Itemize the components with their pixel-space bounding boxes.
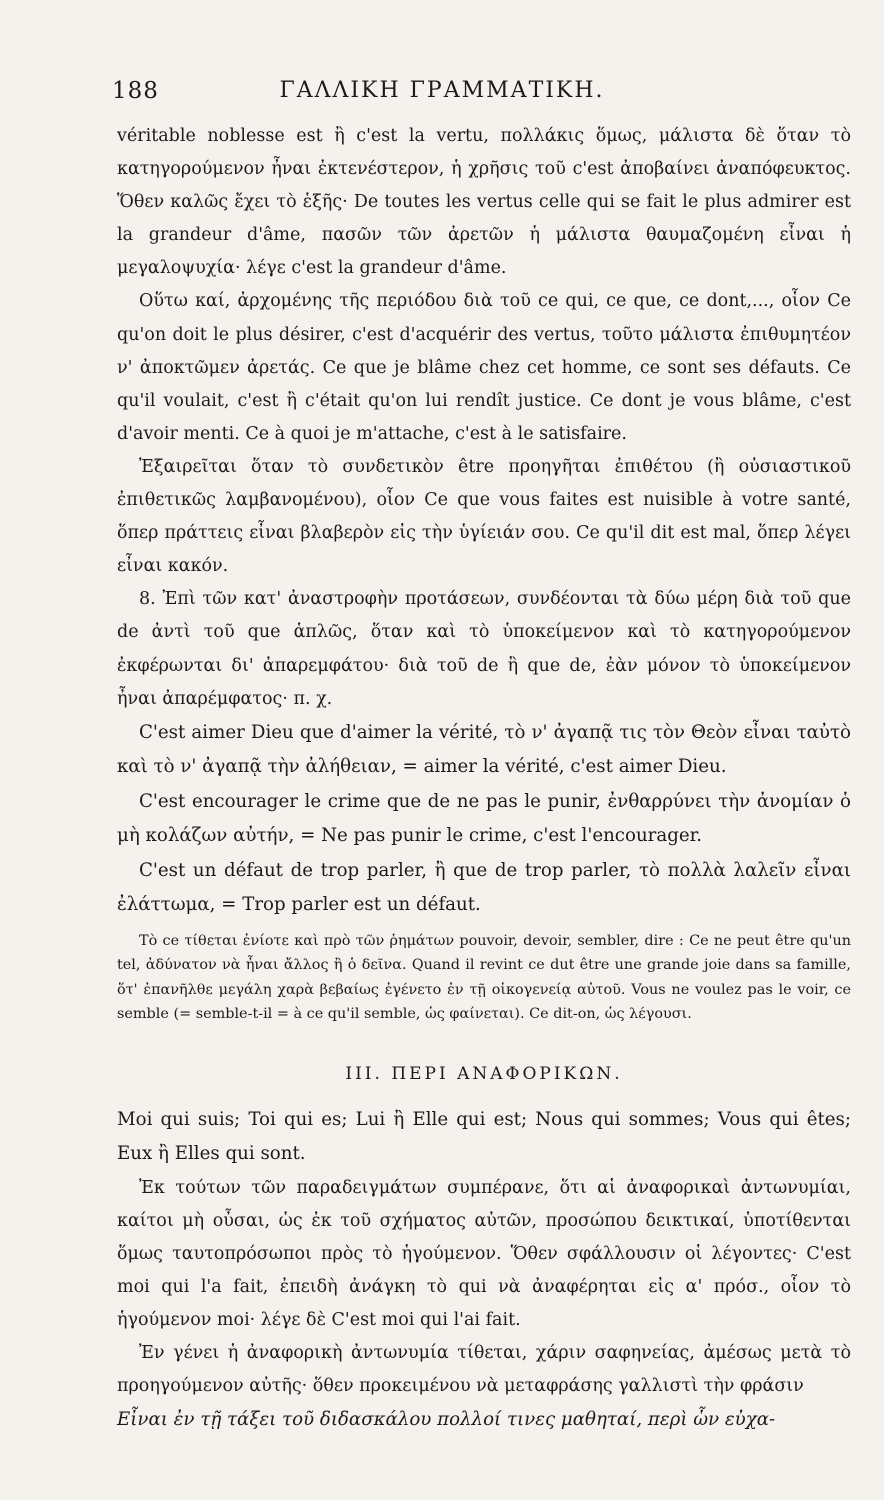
section-heading: III. ΠΕΡΙ ΑΝΑΦΟΡΙΚΩΝ. <box>345 1063 623 1084</box>
paragraph: 8. Ἐπὶ τῶν κατ' ἀναστροφὴν προτάσεων, συνδέονται τὰ δύω μέρη διὰ τοῦ que de ἀντὶ τοῦ que ἁπλῶς, ὅταν καὶ τὸ ὑποκείμενον καὶ τὸ κατηγορούμενον ἐκφέρωνται δι' ἀπαρεμφάτου· διὰ τοῦ de ἢ que de, ἐὰν μόνον τὸ ὑποκείμενον ἦναι ἀπαρέμφατος· π. χ. <box>117 589 851 709</box>
page-header <box>112 78 772 118</box>
paragraph: Ἐν γένει ἡ ἀναφορικὴ ἀντωνυμία τίθεται, χάριν σαφηνείας, ἀμέσως μετὰ τὸ προηγούμενον αὐτῆς· ὅθεν προκειμένου νὰ μεταφράσης γαλλιστὶ τὴν φράσιν <box>117 1343 851 1397</box>
paragraph: véritable noblesse est ἢ c'est la vertu, πολλάκις ὅμως, μάλιστα δὲ ὅταν τὸ κατηγορούμενον ἦναι ἐκτενέστερον, ἡ χρῆσις τοῦ c'est ἀποβαίνει ἀναπόφευκτος. Ὅθεν καλῶς ἔχει τὸ ἑξῆς· De toutes les vertus celle qui se fait le plus admirer est la grandeur d'âme, πασῶν τῶν ἀρετῶν ἡ μάλιστα θαυμαζομένη εἶναι ἡ μεγαλοψυχία· λέγε c'est la grandeur d'âme. <box>117 126 851 279</box>
paragraph: Ἐκ τούτων τῶν παραδειγμάτων συμπέρανε, ὅτι αἱ ἀναφορικαὶ ἀντωνυμίαι, καίτοι μὴ οὖσαι, ὡς ἐκ τοῦ σχήματος αὐτῶν, προσώπου δεικτικαί, ὑποτίθενται ὅμως ταυτοπρόσωποι πρὸς τὸ ἡγούμενον. Ὅθεν σφάλλουσιν οἱ λέγοντες· C'est moi qui l'a fait, ἐπειδὴ ἀνάγκη τὸ qui νὰ ἀναφέρηται εἰς α' πρόσ., οἷον τὸ ἡγούμενον moi· λέγε δὲ C'est moi qui l'ai fait. <box>117 1177 851 1331</box>
footnote-paragraph: Τὸ ce τίθεται ἐνίοτε καὶ πρὸ τῶν ῥημάτων pouvoir, devoir, sembler, dire : Ce ne peut être qu'un tel, ἀδύνατον νὰ ἦναι ἄλλος ἢ ὁ δεῖνα. Quand il revint ce dut être une grande joie dans sa famille, ὅτ' ἐπανῆλθε μεγάλη χαρὰ βεβαίως ἐγένετο ἐν τῇ οἰκογενείᾳ αὐτοῦ. Vous ne voulez pas le voir, ce semble (= semble-t-il = à ce qu'il semble, ὡς φαίνεται). Ce dit-on, ὡς λέγουσι. <box>117 932 851 1023</box>
paragraph: Οὕτω καί, ἀρχομένης τῆς περιόδου διὰ τοῦ ce qui, ce que, ce dont,..., οἷον Ce qu'on doit le plus désirer, c'est d'acquérir des vertus, τοῦτο μάλιστα ἐπιθυμητέον ν' ἀποκτῶμεν ἀρετάς. Ce que je blâme chez cet homme, ce sont ses défauts. Ce qu'il voulait, c'est ἢ c'était qu'on lui rendît justice. Ce dont je vous blâme, c'est d'avoir menti. Ce à quoi je m'attache, c'est à le satisfaire. <box>117 291 851 444</box>
example-paragraph: C'est aimer Dieu que d'aimer la vérité, τὸ ν' ἀγαπᾷ τις τὸν Θεὸν εἶναι ταὐτὸ καὶ τὸ ν' ἀγαπᾷ τὴν ἀλήθειαν, = aimer la vérité, c'est aimer Dieu. <box>117 721 851 778</box>
paragraph: Ἐξαιρεῖται ὅταν τὸ συνδετικὸν être προηγῆται ἐπιθέτου (ἢ οὐσιαστικοῦ ἐπιθετικῶς λαμβανομένου), οἷον Ce que vous faites est nuisible à votre santé, ὅπερ πράττεις εἶναι βλαβερὸν εἰς τὴν ὑγίειάν σου. Ce qu'il dit est mal, ὅπερ λέγει εἶναι κακόν. <box>117 456 851 577</box>
running-title: ΓΑΛΛΙΚΗ ΓΡΑΜΜΑΤΙΚΗ. <box>279 78 605 103</box>
example-paragraph: Moi qui suis; Toi qui es; Lui ἢ Elle qui est; Nous qui sommes; Vous qui êtes; Eux ἢ Elles qui sont. <box>117 1108 851 1165</box>
example-paragraph: C'est un défaut de trop parler, ἢ que de trop parler, τὸ πολλὰ λαλεῖν εἶναι ἐλάττωμα, = Trop parler est un défaut. <box>117 859 851 916</box>
paragraph: Εἶναι ἐν τῇ τάξει τοῦ διδασκάλου πολλοί τινες μαθηταί, περὶ ὧν εὐχα- <box>117 1409 776 1431</box>
page-body <box>117 120 851 1438</box>
page-number: 188 <box>112 78 159 104</box>
example-paragraph: C'est encourager le crime que de ne pas le punir, ἐνθαρρύνει τὴν ἀνομίαν ὁ μὴ κολάζων αὐτήν, = Ne pas punir le crime, c'est l'encourager. <box>117 790 851 847</box>
